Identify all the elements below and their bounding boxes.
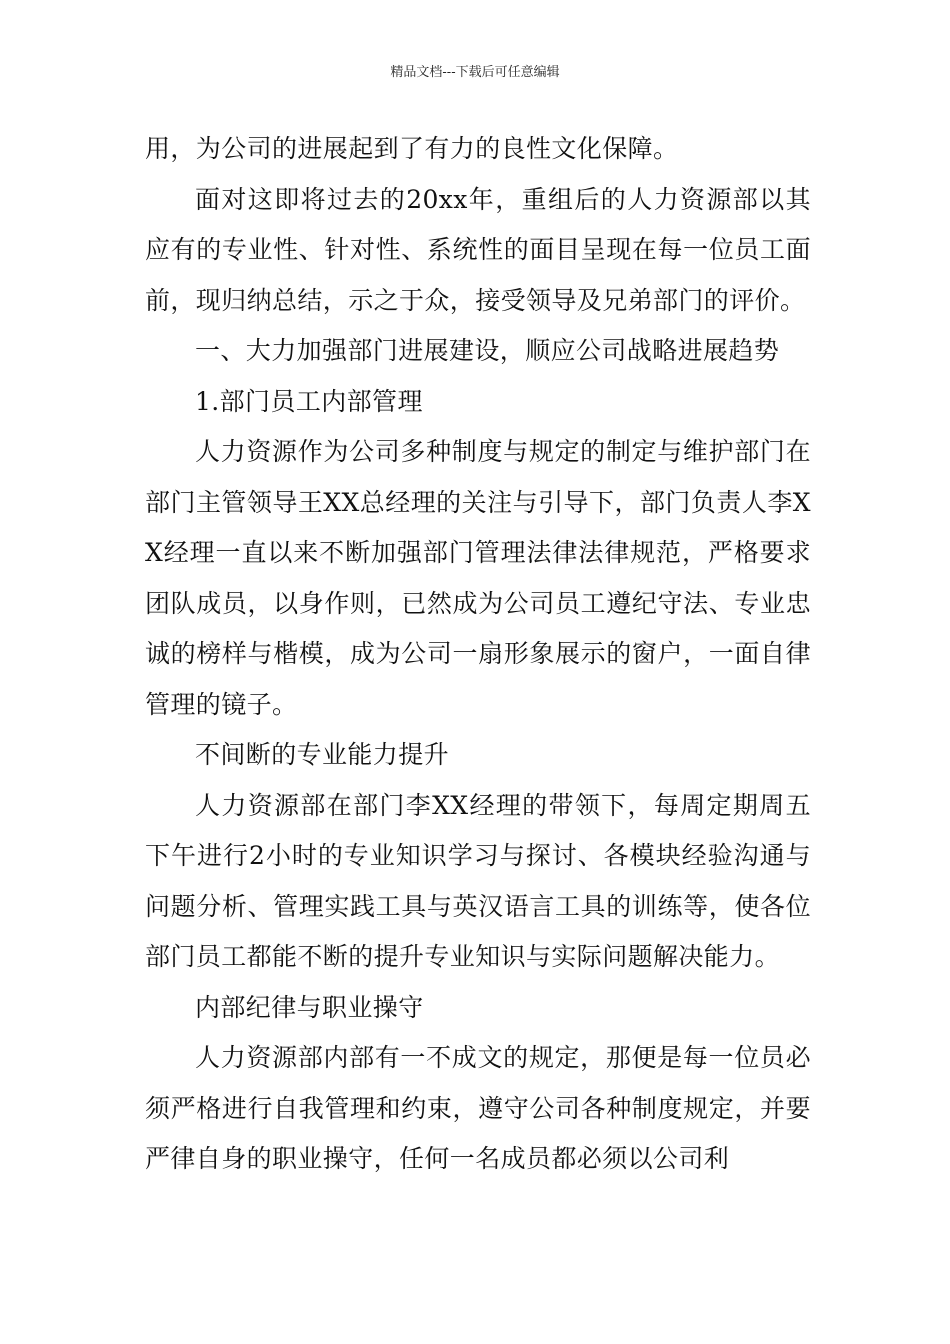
- document-body: [145, 124, 811, 1185]
- paragraph-continuation: 用，为公司的进展起到了有力的良性文化保障。: [145, 134, 679, 163]
- subsection-heading: 不间断的专业能力提升: [195, 740, 450, 769]
- subsection-heading: 1.部门员工内部管理: [195, 386, 423, 416]
- subsection-heading: 内部纪律与职业操守: [195, 992, 424, 1022]
- page-header: 精品文档---下载后可任意编辑: [390, 65, 560, 80]
- paragraph-discipline: 人力资源部内部有一不成文的规定，那便是每一位员必须严格进行自我管理和约束，遵守公司各种制度规定，并要严律自身的职业操守，任何一名成员都必须以公司利: [145, 1043, 811, 1173]
- section-heading: 一、大力加强部门进展建设，顺应公司战略进展趋势: [195, 336, 780, 365]
- paragraph-intro: 面对这即将过去的20xx年，重组后的人力资源部以其应有的专业性、针对性、系统性的面目呈现在每一位员工面前，现归纳总结，示之于众，接受领导及兄弟部门的评价。: [145, 184, 811, 315]
- paragraph-training: 人力资源部在部门李XX经理的带领下，每周定期周五下午进行2小时的专业知识学习与探讨、各模块经验沟通与问题分析、管理实践工具与英汉语言工具的训练等，使各位部门员工都能不断的提升专业知识与实际问题解决能力。: [145, 790, 811, 971]
- paragraph-management: 人力资源作为公司多种制度与规定的制定与维护部门在部门主管领导王XX总经理的关注与引导下，部门负责人李XX经理一直以来不断加强部门管理法律法律规范，严格要求团队成员，以身作则，已然成为公司员工遵纪守法、专业忠诚的榜样与楷模，成为公司一扇形象展示的窗户，一面自律管理的镜子。: [145, 437, 811, 719]
